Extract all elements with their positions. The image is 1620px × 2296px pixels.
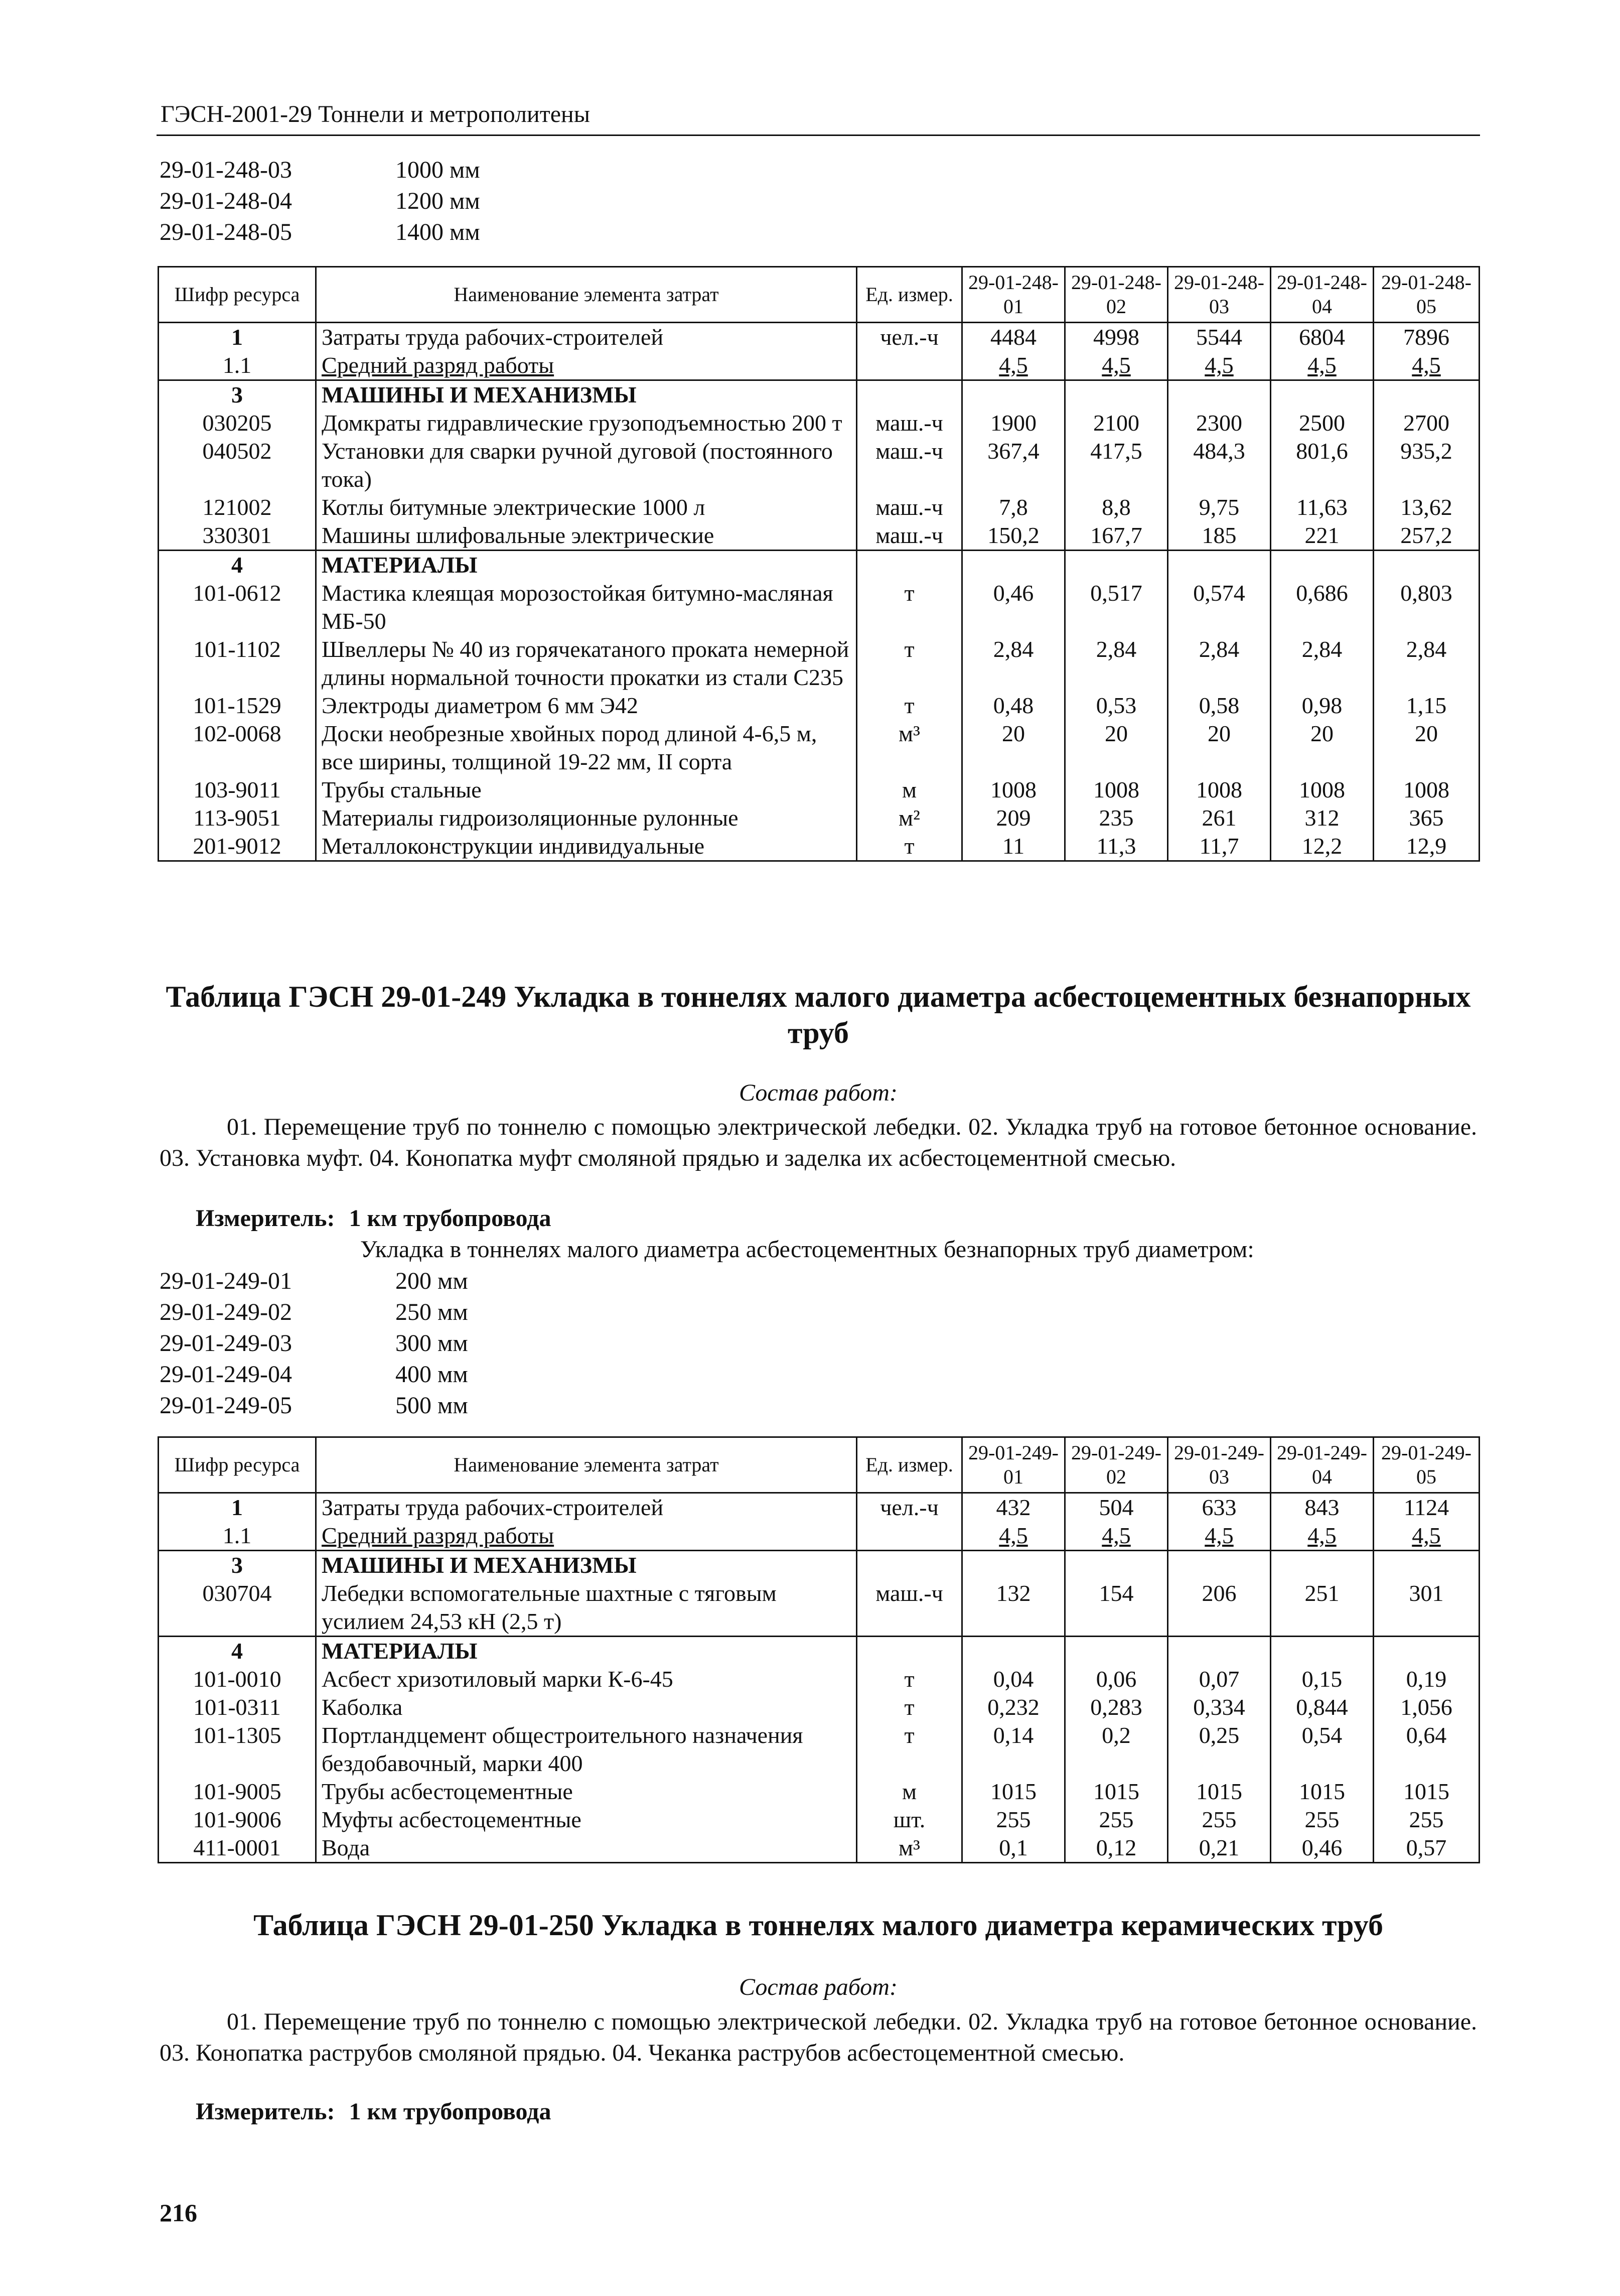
diameter: 1000 мм	[395, 157, 480, 183]
section-name: МАТЕРИАЛЫ	[316, 551, 857, 580]
code-line	[160, 1359, 468, 1390]
norm-value: 1008	[1374, 776, 1480, 804]
norm-value: 0,57	[1374, 1834, 1480, 1863]
norm-value: 206	[1168, 1579, 1271, 1637]
composition-label: Состав работ:	[739, 1974, 898, 2000]
resource-unit	[857, 351, 962, 380]
norm-value: 0,232	[962, 1693, 1065, 1721]
norm-value	[1065, 551, 1168, 580]
resource-name: Вода	[316, 1834, 857, 1863]
norm-value: 11,7	[1168, 832, 1271, 861]
norm-value: 20	[1374, 720, 1480, 776]
norm-value: 255	[1271, 1806, 1374, 1834]
table-row	[159, 1522, 1480, 1551]
code: 29-01-249-05	[160, 1392, 292, 1419]
composition-text: 01. Перемещение труб по тоннелю с помощью электрической лебедки. 02. Укладка труб на готовое бетонное основание. 03. Конопатка раструбов смоляной прядью. 04. Чеканка раструбов асбестоцементной смесью.	[160, 2008, 1477, 2066]
norm-value: 8,8	[1065, 493, 1168, 521]
table-row	[159, 692, 1480, 720]
resource-code: 101-9005	[159, 1778, 316, 1806]
norm-value: 0,53	[1065, 692, 1168, 720]
norm-value: 1015	[1168, 1778, 1271, 1806]
table-title-249: Таблица ГЭСН 29-01-249 Укладка в тоннелях малого диаметра асбестоцементных безнапорных труб	[166, 980, 1471, 1049]
norm-value	[962, 1637, 1065, 1666]
norm-value: 4,5	[1065, 351, 1168, 380]
resource-code: 101-1305	[159, 1721, 316, 1778]
norm-value: 4,5	[1168, 351, 1271, 380]
table-title-250: Таблица ГЭСН 29-01-250 Укладка в тоннелях малого диаметра керамических труб	[253, 1909, 1383, 1942]
norm-value: 7,8	[962, 493, 1065, 521]
norm-value: 1,056	[1374, 1693, 1480, 1721]
code: 29-01-249-03	[160, 1330, 292, 1357]
norm-value: 1015	[1271, 1778, 1374, 1806]
norm-value	[1374, 1637, 1480, 1666]
norm-value: 20	[1168, 720, 1271, 776]
norm-value: 12,2	[1271, 832, 1374, 861]
code-line	[160, 1390, 468, 1421]
norm-value: 0,14	[962, 1721, 1065, 1778]
norm-value: 2,84	[1271, 635, 1374, 692]
col-name-header: Наименование элемента затрат	[316, 267, 857, 323]
code-line	[160, 1297, 468, 1328]
code-line	[160, 186, 480, 217]
table-header-row	[159, 1437, 1480, 1493]
resource-code: 101-1529	[159, 692, 316, 720]
norm-value: 4,5	[1065, 1522, 1168, 1551]
table-row	[159, 409, 1480, 437]
resource-code: 040502	[159, 437, 316, 493]
col-name-header: Наименование элемента затрат	[316, 1437, 857, 1493]
resource-unit	[857, 551, 962, 580]
norm-value: 0,64	[1374, 1721, 1480, 1778]
resource-table-249	[158, 1436, 1480, 1863]
col-norm-header: 29-01-249-03	[1168, 1437, 1271, 1493]
table-row	[159, 1834, 1480, 1863]
section-name: МАТЕРИАЛЫ	[316, 1637, 857, 1666]
resource-unit: т	[857, 832, 962, 861]
norm-value	[1271, 380, 1374, 410]
norm-value: 20	[962, 720, 1065, 776]
norm-value: 1008	[1271, 776, 1374, 804]
norm-value: 367,4	[962, 437, 1065, 493]
norm-value: 4,5	[1374, 351, 1480, 380]
measure-line	[196, 2098, 551, 2125]
norm-value: 935,2	[1374, 437, 1480, 493]
diameter: 400 мм	[395, 1361, 468, 1388]
resource-name: Доски необрезные хвойных пород длиной 4-6,5 м, все ширины, толщиной 19-22 мм, II сорта	[316, 720, 857, 776]
resource-unit	[857, 380, 962, 410]
code: 29-01-249-02	[160, 1299, 292, 1325]
section-row	[159, 1551, 1480, 1580]
resource-unit	[857, 1637, 962, 1666]
diameter: 1200 мм	[395, 188, 480, 214]
norm-value: 4484	[962, 323, 1065, 352]
measure-line	[196, 1204, 551, 1232]
table-header-row	[159, 267, 1480, 323]
norm-value: 0,15	[1271, 1665, 1374, 1693]
norm-value: 504	[1065, 1493, 1168, 1522]
resource-unit	[857, 1551, 962, 1580]
measure-value: 1 км трубопровода	[349, 2098, 551, 2125]
norm-value: 0,574	[1168, 579, 1271, 635]
diameter: 250 мм	[395, 1299, 468, 1325]
norm-value: 257,2	[1374, 521, 1480, 551]
norm-value: 4,5	[1271, 351, 1374, 380]
norm-value: 20	[1271, 720, 1374, 776]
norm-value: 0,46	[1271, 1834, 1374, 1863]
col-code-header: Шифр ресурса	[159, 267, 316, 323]
table-row	[159, 521, 1480, 551]
resource-name: Лебедки вспомогательные шахтные с тяговым усилием 24,53 кН (2,5 т)	[316, 1579, 857, 1637]
norm-value: 4,5	[962, 351, 1065, 380]
resource-code: 1.1	[159, 1522, 316, 1551]
section-row	[159, 1637, 1480, 1666]
resource-unit: т	[857, 635, 962, 692]
col-norm-header: 29-01-248-04	[1271, 267, 1374, 323]
subheading: Укладка в тоннелях малого диаметра асбестоцементных безнапорных труб диаметром:	[360, 1236, 1254, 1263]
norm-value	[1271, 1551, 1374, 1580]
norm-value: 1124	[1374, 1493, 1480, 1522]
resource-name: Средний разряд работы	[316, 1522, 857, 1551]
resource-unit: м	[857, 1778, 962, 1806]
composition-label: Состав работ:	[739, 1079, 898, 1106]
norm-value: 261	[1168, 804, 1271, 832]
table-row	[159, 776, 1480, 804]
norm-value: 0,21	[1168, 1834, 1271, 1863]
diameter: 300 мм	[395, 1330, 468, 1357]
resource-name: Машины шлифовальные электрические	[316, 521, 857, 551]
section-row	[159, 380, 1480, 410]
norm-value: 0,19	[1374, 1665, 1480, 1693]
norm-value: 255	[962, 1806, 1065, 1834]
norm-value: 2500	[1271, 409, 1374, 437]
resource-code: 101-0311	[159, 1693, 316, 1721]
resource-name: Муфты асбестоцементные	[316, 1806, 857, 1834]
norm-value: 0,98	[1271, 692, 1374, 720]
resource-name: Затраты труда рабочих-строителей	[316, 1493, 857, 1522]
resource-name: Швеллеры № 40 из горячекатаного проката немерной длины нормальной точности прокатки из стали С235	[316, 635, 857, 692]
section-row	[159, 551, 1480, 580]
col-code-header: Шифр ресурса	[159, 1437, 316, 1493]
col-norm-header: 29-01-249-01	[962, 1437, 1065, 1493]
col-unit-header: Ед. измер.	[857, 1437, 962, 1493]
code-line	[160, 1328, 468, 1359]
resource-unit: маш.-ч	[857, 409, 962, 437]
section-code: 3	[159, 1551, 316, 1580]
resource-name: Затраты труда рабочих-строителей	[316, 323, 857, 352]
norm-value: 0,54	[1271, 1721, 1374, 1778]
resource-name: Каболка	[316, 1693, 857, 1721]
resource-unit: м²	[857, 804, 962, 832]
norm-value: 1900	[962, 409, 1065, 437]
resource-code: 411-0001	[159, 1834, 316, 1863]
code: 29-01-248-03	[160, 157, 292, 183]
norm-value: 12,9	[1374, 832, 1480, 861]
norm-value	[1065, 1637, 1168, 1666]
norm-value: 312	[1271, 804, 1374, 832]
resource-unit: т	[857, 1721, 962, 1778]
col-norm-header: 29-01-249-04	[1271, 1437, 1374, 1493]
resource-unit: маш.-ч	[857, 1579, 962, 1637]
table-row	[159, 1693, 1480, 1721]
col-norm-header: 29-01-248-05	[1374, 267, 1480, 323]
code-line	[160, 217, 480, 248]
norm-value: 235	[1065, 804, 1168, 832]
resource-code: 102-0068	[159, 720, 316, 776]
measure-value: 1 км трубопровода	[349, 1205, 551, 1232]
norm-value: 1008	[1168, 776, 1271, 804]
norm-value	[1374, 1551, 1480, 1580]
resource-unit	[857, 1522, 962, 1551]
resource-unit: т	[857, 692, 962, 720]
norm-value: 0,283	[1065, 1693, 1168, 1721]
norm-value: 1015	[1374, 1778, 1480, 1806]
table-row	[159, 1493, 1480, 1522]
norm-value: 9,75	[1168, 493, 1271, 521]
resource-code: 030205	[159, 409, 316, 437]
resource-unit: т	[857, 579, 962, 635]
resource-unit: маш.-ч	[857, 521, 962, 551]
resource-unit: м³	[857, 1834, 962, 1863]
norm-value: 0,803	[1374, 579, 1480, 635]
resource-code: 330301	[159, 521, 316, 551]
col-unit-header: Ед. измер.	[857, 267, 962, 323]
norm-value: 0,2	[1065, 1721, 1168, 1778]
resource-code: 113-9051	[159, 804, 316, 832]
norm-value: 13,62	[1374, 493, 1480, 521]
col-norm-header: 29-01-248-03	[1168, 267, 1271, 323]
resource-unit: т	[857, 1665, 962, 1693]
norm-value: 1015	[1065, 1778, 1168, 1806]
table-row	[159, 1806, 1480, 1834]
resource-name: Материалы гидроизоляционные рулонные	[316, 804, 857, 832]
running-header: ГЭСН-2001-29 Тоннели и метрополитены	[161, 101, 590, 127]
code-line	[160, 1266, 468, 1297]
section-code: 4	[159, 551, 316, 580]
resource-unit: м³	[857, 720, 962, 776]
norm-value: 0,58	[1168, 692, 1271, 720]
norm-value: 801,6	[1271, 437, 1374, 493]
norm-value: 154	[1065, 1579, 1168, 1637]
measure-label: Измеритель:	[196, 1205, 335, 1232]
norm-value: 484,3	[1168, 437, 1271, 493]
resource-unit: чел.-ч	[857, 323, 962, 352]
col-norm-header: 29-01-249-02	[1065, 1437, 1168, 1493]
resource-code: 1	[159, 1493, 316, 1522]
norm-value: 4,5	[1168, 1522, 1271, 1551]
norm-value: 11,3	[1065, 832, 1168, 861]
resource-unit: м	[857, 776, 962, 804]
table-row	[159, 1665, 1480, 1693]
norm-value: 0,04	[962, 1665, 1065, 1693]
resource-unit: т	[857, 1693, 962, 1721]
table-row	[159, 579, 1480, 635]
norm-value: 1,15	[1374, 692, 1480, 720]
norm-value: 0,844	[1271, 1693, 1374, 1721]
norm-value: 2700	[1374, 409, 1480, 437]
resource-code: 030704	[159, 1579, 316, 1637]
section-name: МАШИНЫ И МЕХАНИЗМЫ	[316, 380, 857, 410]
table-row	[159, 323, 1480, 352]
col-norm-header: 29-01-248-02	[1065, 267, 1168, 323]
resource-name: Электроды диаметром 6 мм Э42	[316, 692, 857, 720]
norm-value: 2300	[1168, 409, 1271, 437]
resource-code: 1.1	[159, 351, 316, 380]
resource-name: Мастика клеящая морозостойкая битумно-масляная МБ-50	[316, 579, 857, 635]
resource-name: Котлы битумные электрические 1000 л	[316, 493, 857, 521]
norm-value: 4998	[1065, 323, 1168, 352]
norm-value: 11,63	[1271, 493, 1374, 521]
norm-value	[962, 1551, 1065, 1580]
diameter: 1400 мм	[395, 219, 480, 245]
norm-value: 5544	[1168, 323, 1271, 352]
resource-code: 101-0612	[159, 579, 316, 635]
norm-value: 0,48	[962, 692, 1065, 720]
section-code: 3	[159, 380, 316, 410]
norm-value: 2,84	[962, 635, 1065, 692]
resource-code: 103-9011	[159, 776, 316, 804]
norm-value: 185	[1168, 521, 1271, 551]
diameter: 500 мм	[395, 1392, 468, 1419]
norm-value	[1168, 380, 1271, 410]
table-row	[159, 1778, 1480, 1806]
resource-unit: шт.	[857, 1806, 962, 1834]
page-number: 216	[160, 2199, 197, 2227]
resource-name: Домкраты гидравлические грузоподъемностью 200 т	[316, 409, 857, 437]
norm-value	[1168, 1551, 1271, 1580]
code-list-249	[160, 1266, 468, 1421]
norm-value: 2,84	[1374, 635, 1480, 692]
norm-value: 4,5	[1374, 1522, 1480, 1551]
resource-name: Установки для сварки ручной дуговой (постоянного тока)	[316, 437, 857, 493]
resource-unit: маш.-ч	[857, 437, 962, 493]
norm-value: 7896	[1374, 323, 1480, 352]
composition-text: 01. Перемещение труб по тоннелю с помощью электрической лебедки. 02. Укладка труб на готовое бетонное основание. 03. Установка муфт. 04. Конопатка муфт смоляной прядью и заделка их асбестоцементной смесью.	[160, 1114, 1477, 1171]
diameter: 200 мм	[395, 1268, 468, 1294]
measure-label: Измеритель:	[196, 2098, 335, 2125]
norm-value: 2100	[1065, 409, 1168, 437]
norm-value	[962, 551, 1065, 580]
norm-value: 6804	[1271, 323, 1374, 352]
resource-name: Металлоконструкции индивидуальные	[316, 832, 857, 861]
norm-value: 255	[1168, 1806, 1271, 1834]
resource-code: 101-0010	[159, 1665, 316, 1693]
table-row	[159, 720, 1480, 776]
resource-code: 121002	[159, 493, 316, 521]
resource-name: Трубы стальные	[316, 776, 857, 804]
norm-value: 0,46	[962, 579, 1065, 635]
norm-value	[1168, 1637, 1271, 1666]
norm-value: 0,334	[1168, 1693, 1271, 1721]
norm-value: 0,06	[1065, 1665, 1168, 1693]
table-row	[159, 351, 1480, 380]
norm-value: 0,12	[1065, 1834, 1168, 1863]
norm-value: 0,1	[962, 1834, 1065, 1863]
resource-code: 1	[159, 323, 316, 352]
resource-code: 201-9012	[159, 832, 316, 861]
norm-value: 4,5	[1271, 1522, 1374, 1551]
norm-value	[1065, 380, 1168, 410]
norm-value: 255	[1065, 1806, 1168, 1834]
norm-value: 365	[1374, 804, 1480, 832]
table-row	[159, 832, 1480, 861]
norm-value: 150,2	[962, 521, 1065, 551]
norm-value: 0,517	[1065, 579, 1168, 635]
norm-value: 843	[1271, 1493, 1374, 1522]
norm-value: 2,84	[1065, 635, 1168, 692]
norm-value: 1008	[962, 776, 1065, 804]
norm-value	[1374, 380, 1480, 410]
norm-value	[1374, 551, 1480, 580]
section-name: МАШИНЫ И МЕХАНИЗМЫ	[316, 1551, 857, 1580]
resource-name: Портландцемент общестроительного назначения бездобавочный, марки 400	[316, 1721, 857, 1778]
table-row	[159, 1579, 1480, 1637]
norm-value: 633	[1168, 1493, 1271, 1522]
header-rule	[157, 134, 1480, 136]
table-row	[159, 635, 1480, 692]
norm-value	[1168, 551, 1271, 580]
resource-name: Асбест хризотиловый марки К-6-45	[316, 1665, 857, 1693]
norm-value: 0,686	[1271, 579, 1374, 635]
norm-value: 1015	[962, 1778, 1065, 1806]
norm-value	[1065, 1551, 1168, 1580]
norm-value	[962, 380, 1065, 410]
code: 29-01-248-04	[160, 188, 292, 214]
norm-value: 20	[1065, 720, 1168, 776]
resource-name: Трубы асбестоцементные	[316, 1778, 857, 1806]
norm-value: 11	[962, 832, 1065, 861]
norm-value: 0,25	[1168, 1721, 1271, 1778]
top-code-list	[160, 155, 480, 248]
table-row	[159, 804, 1480, 832]
norm-value: 132	[962, 1579, 1065, 1637]
code: 29-01-249-04	[160, 1361, 292, 1388]
resource-name: Средний разряд работы	[316, 351, 857, 380]
resource-code: 101-9006	[159, 1806, 316, 1834]
norm-value: 432	[962, 1493, 1065, 1522]
norm-value: 417,5	[1065, 437, 1168, 493]
norm-value: 0,07	[1168, 1665, 1271, 1693]
table-row	[159, 493, 1480, 521]
norm-value: 2,84	[1168, 635, 1271, 692]
resource-code: 101-1102	[159, 635, 316, 692]
norm-value: 221	[1271, 521, 1374, 551]
resource-unit: маш.-ч	[857, 493, 962, 521]
code: 29-01-249-01	[160, 1268, 292, 1294]
col-norm-header: 29-01-249-05	[1374, 1437, 1480, 1493]
resource-unit: чел.-ч	[857, 1493, 962, 1522]
section-code: 4	[159, 1637, 316, 1666]
norm-value: 301	[1374, 1579, 1480, 1637]
col-norm-header: 29-01-248-01	[962, 267, 1065, 323]
norm-value: 4,5	[962, 1522, 1065, 1551]
norm-value: 1008	[1065, 776, 1168, 804]
norm-value: 251	[1271, 1579, 1374, 1637]
resource-table-248	[158, 266, 1480, 862]
norm-value: 255	[1374, 1806, 1480, 1834]
table-row	[159, 437, 1480, 493]
norm-value	[1271, 551, 1374, 580]
code: 29-01-248-05	[160, 219, 292, 245]
norm-value: 209	[962, 804, 1065, 832]
norm-value: 167,7	[1065, 521, 1168, 551]
norm-value	[1271, 1637, 1374, 1666]
code-line	[160, 155, 480, 186]
table-row	[159, 1721, 1480, 1778]
